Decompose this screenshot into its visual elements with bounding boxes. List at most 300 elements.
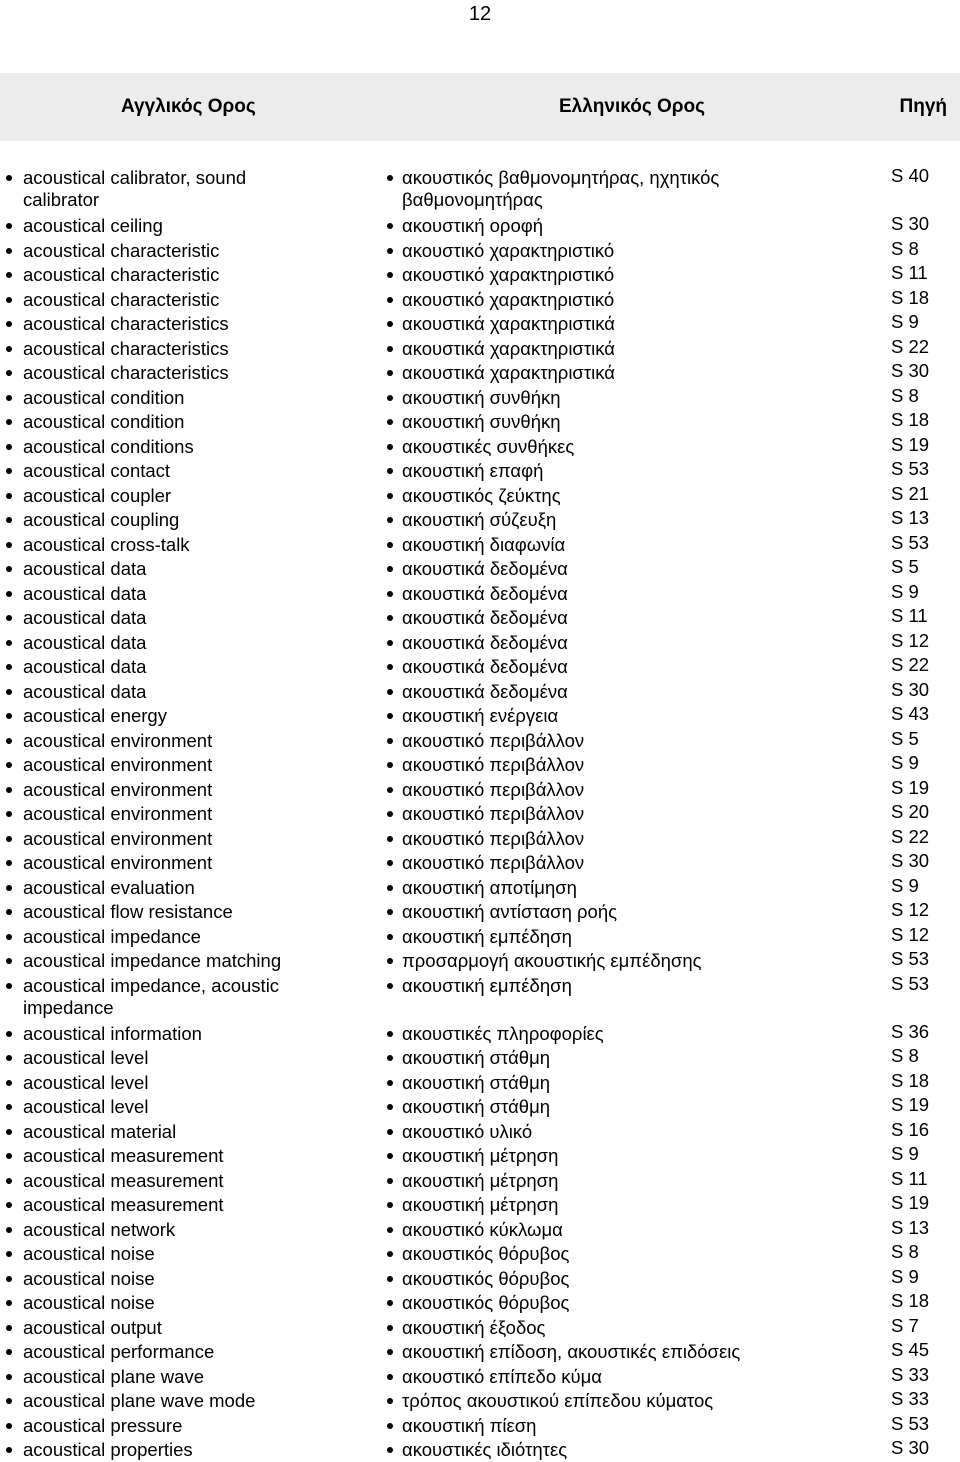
bullet-icon: [6, 468, 12, 474]
glossary-row: [0, 458, 960, 483]
bullet-icon: [387, 1276, 393, 1282]
bullet-icon: [6, 860, 12, 866]
english-term: acoustical data: [23, 607, 147, 628]
glossary-row: [0, 238, 960, 263]
source-code: S 9: [891, 874, 919, 896]
source-code: S 5: [891, 727, 919, 749]
bullet-icon: [387, 1129, 393, 1135]
bullet-icon: [387, 958, 393, 964]
glossary-row: [0, 409, 960, 434]
english-term: acoustical measurement: [23, 1194, 224, 1215]
greek-term: ακουστική στάθμη: [402, 1047, 551, 1068]
bullet-icon: [6, 958, 12, 964]
glossary-row: [0, 752, 960, 777]
english-term: acoustical environment: [23, 754, 213, 775]
bullet-icon: [387, 566, 393, 572]
source-code: S 16: [891, 1118, 930, 1140]
glossary-row: [0, 777, 960, 802]
bullet-icon: [387, 811, 393, 817]
column-header-english-term: Αγγλικός Ορος: [121, 96, 256, 117]
english-term: acoustical plane wave mode: [23, 1390, 256, 1411]
bullet-icon: [6, 689, 12, 695]
english-term: acoustical characteristics: [23, 362, 229, 383]
source-code: S 20: [891, 801, 930, 822]
english-term: acoustical pressure: [23, 1414, 183, 1436]
bullet-icon: [6, 517, 12, 523]
source-code: S 5: [891, 556, 919, 577]
bullet-icon: [6, 1153, 12, 1159]
source-code: S 22: [891, 825, 930, 847]
bullet-icon: [387, 1374, 393, 1380]
english-term: acoustical data: [23, 582, 147, 604]
bullet-icon: [387, 370, 393, 376]
bullet-icon: [387, 297, 393, 303]
bullet-icon: [6, 444, 12, 450]
english-term: acoustical conditions: [23, 435, 194, 457]
bullet-icon: [387, 517, 393, 523]
bullet-icon: [6, 1227, 12, 1233]
bullet-icon: [387, 248, 393, 254]
bullet-icon: [6, 664, 12, 670]
glossary-row: [0, 1388, 960, 1413]
glossary-row: [0, 262, 960, 287]
bullet-icon: [6, 370, 12, 376]
bullet-icon: [6, 1129, 12, 1135]
table-header: [0, 73, 960, 141]
bullet-icon: [387, 1227, 393, 1233]
bullet-icon: [387, 909, 393, 915]
bullet-icon: [387, 1031, 393, 1037]
source-code: S 8: [891, 384, 919, 406]
bullet-icon: [387, 1300, 393, 1306]
english-term: acoustical impedance, acoustic impedance: [23, 974, 280, 1018]
bullet-icon: [387, 321, 393, 327]
source-code: S 36: [891, 1020, 930, 1042]
bullet-icon: [387, 762, 393, 768]
english-term: acoustical cross-talk: [23, 533, 190, 555]
source-code: S 12: [891, 899, 930, 920]
greek-term: ακουστική ενέργεια: [402, 705, 559, 726]
bullet-icon: [387, 1398, 393, 1404]
english-term: acoustical characteristics: [23, 337, 229, 359]
source-code: S 9: [891, 1143, 919, 1164]
greek-term: ακουστικά δεδομένα: [402, 558, 568, 579]
english-term: acoustical data: [23, 631, 147, 653]
english-term: acoustical evaluation: [23, 876, 195, 898]
greek-term: ακουστικό περιβάλλον: [402, 803, 585, 824]
english-term: acoustical output: [23, 1316, 162, 1338]
source-code: S 53: [891, 948, 930, 969]
source-code: S 18: [891, 1290, 930, 1311]
bullet-icon: [6, 248, 12, 254]
source-code: S 30: [891, 678, 930, 700]
english-term: acoustical plane wave: [23, 1365, 204, 1387]
english-term: acoustical material: [23, 1120, 177, 1142]
greek-term: ακουστικό περιβάλλον: [402, 827, 585, 849]
glossary-row: [0, 311, 960, 336]
english-term: acoustical characteristics: [23, 313, 229, 334]
greek-term: ακουστικό χαρακτηριστικό: [402, 288, 615, 310]
source-code: S 13: [891, 1216, 930, 1238]
english-term: acoustical information: [23, 1022, 202, 1044]
english-term: acoustical characteristic: [23, 264, 220, 285]
bullet-icon: [6, 909, 12, 915]
bullet-icon: [387, 1325, 393, 1331]
glossary-row: [0, 1070, 960, 1095]
english-term: acoustical contact: [23, 460, 171, 481]
source-code: S 12: [891, 923, 930, 945]
bullet-icon: [6, 1178, 12, 1184]
greek-term: ακουστική στάθμη: [402, 1096, 551, 1117]
source-code: S 33: [891, 1363, 930, 1385]
english-term: acoustical calibrator, sound calibrator: [23, 167, 247, 210]
source-code: S 8: [891, 1045, 919, 1066]
source-code: S 21: [891, 482, 930, 504]
bullet-icon: [6, 836, 12, 842]
english-term: acoustical condition: [23, 386, 185, 408]
glossary-row: [0, 875, 960, 900]
bullet-icon: [387, 1423, 393, 1429]
english-term: acoustical measurement: [23, 1145, 224, 1166]
glossary-row: [0, 1192, 960, 1217]
source-code: S 8: [891, 1241, 919, 1262]
bullet-icon: [6, 542, 12, 548]
english-term: acoustical flow resistance: [23, 901, 233, 922]
glossary-row: [0, 434, 960, 459]
bullet-icon: [6, 395, 12, 401]
greek-term: ακουστική επίδοση, ακουστικές επιδόσεις: [402, 1341, 741, 1362]
source-code: S 53: [891, 972, 930, 994]
greek-term: ακουστικός ζεύκτης: [402, 484, 561, 506]
bullet-icon: [6, 615, 12, 621]
source-code: S 19: [891, 776, 930, 798]
source-code: S 40: [891, 165, 930, 186]
glossary-row: [0, 287, 960, 312]
english-term: acoustical characteristic: [23, 288, 220, 310]
bullet-icon: [6, 223, 12, 229]
greek-term: ακουστικός θόρυβος: [402, 1292, 570, 1313]
greek-term: ακουστικό επίπεδο κύμα: [402, 1365, 602, 1387]
english-term: acoustical noise: [23, 1267, 155, 1289]
bullet-icon: [6, 811, 12, 817]
english-term: acoustical noise: [23, 1292, 155, 1313]
english-term: acoustical environment: [23, 778, 213, 800]
bullet-icon: [6, 493, 12, 499]
bullet-icon: [387, 444, 393, 450]
glossary-row: [0, 483, 960, 508]
glossary-row: [0, 630, 960, 655]
bullet-icon: [387, 664, 393, 670]
source-code: S 7: [891, 1314, 919, 1336]
english-term: acoustical coupler: [23, 484, 172, 506]
greek-term: ακουστική συνθήκη: [402, 386, 561, 408]
column-header-source: Πηγή: [899, 96, 947, 117]
greek-term: ακουστικό περιβάλλον: [402, 729, 585, 751]
bullet-icon: [6, 1325, 12, 1331]
bullet-icon: [387, 1055, 393, 1061]
greek-term: ακουστικές συνθήκες: [402, 435, 575, 457]
bullet-icon: [387, 713, 393, 719]
source-code: S 8: [891, 237, 919, 259]
bullet-icon: [6, 566, 12, 572]
glossary-row: [0, 336, 960, 361]
source-code: S 19: [891, 1192, 930, 1213]
glossary-row: [0, 948, 960, 973]
glossary-row: [0, 213, 960, 238]
bullet-icon: [387, 493, 393, 499]
glossary-row: [0, 1045, 960, 1070]
bullet-icon: [387, 1178, 393, 1184]
source-code: S 9: [891, 311, 919, 332]
glossary-row: [0, 1266, 960, 1291]
greek-term: ακουστική σύζευξη: [402, 509, 557, 530]
bullet-icon: [387, 223, 393, 229]
glossary-row: [0, 899, 960, 924]
english-term: acoustical level: [23, 1047, 149, 1068]
english-term: acoustical network: [23, 1218, 176, 1240]
bullet-icon: [387, 1104, 393, 1110]
greek-term: ακουστικό χαρακτηριστικό: [402, 264, 615, 285]
bullet-icon: [387, 640, 393, 646]
glossary-row: [0, 1364, 960, 1389]
greek-term: ακουστικά δεδομένα: [402, 680, 568, 702]
glossary-list: [0, 165, 960, 1462]
glossary-row: [0, 1241, 960, 1266]
english-term: acoustical condition: [23, 411, 185, 432]
greek-term: ακουστικό περιβάλλον: [402, 778, 585, 800]
bullet-icon: [6, 738, 12, 744]
page-number: 12: [468, 3, 492, 25]
source-code: S 53: [891, 531, 930, 553]
greek-term: ακουστική συνθήκη: [402, 411, 561, 432]
english-term: acoustical impedance matching: [23, 950, 282, 971]
greek-term: ακουστικός βαθμονομητήρας, ηχητικός βαθμονομητήρας: [402, 167, 720, 210]
glossary-row: [0, 1290, 960, 1315]
glossary-row: [0, 924, 960, 949]
bullet-icon: [387, 689, 393, 695]
bullet-icon: [387, 591, 393, 597]
bullet-icon: [387, 1153, 393, 1159]
column-header-greek-term: Ελληνικός Ορος: [559, 96, 706, 117]
bullet-icon: [387, 419, 393, 425]
bullet-icon: [387, 1202, 393, 1208]
greek-term: ακουστικές ιδιότητες: [402, 1439, 568, 1460]
greek-term: ακουστικό υλικό: [402, 1120, 533, 1142]
greek-term: ακουστικά δεδομένα: [402, 631, 568, 653]
glossary-row: [0, 1094, 960, 1119]
bullet-icon: [6, 1251, 12, 1257]
bullet-icon: [6, 762, 12, 768]
english-term: acoustical environment: [23, 852, 213, 873]
bullet-icon: [387, 836, 393, 842]
bullet-icon: [387, 885, 393, 891]
greek-term: ακουστική μέτρηση: [402, 1194, 559, 1215]
bullet-icon: [387, 983, 393, 989]
english-term: acoustical environment: [23, 803, 213, 824]
greek-term: ακουστικός θόρυβος: [402, 1267, 570, 1289]
greek-term: ακουστικός θόρυβος: [402, 1243, 570, 1264]
english-term: acoustical characteristic: [23, 239, 220, 261]
glossary-row: [0, 1217, 960, 1242]
bullet-icon: [6, 1104, 12, 1110]
greek-term: ακουστικά δεδομένα: [402, 656, 568, 677]
glossary-row: [0, 850, 960, 875]
bullet-icon: [387, 175, 393, 181]
bullet-icon: [6, 1055, 12, 1061]
english-term: acoustical noise: [23, 1243, 155, 1264]
glossary-row: [0, 605, 960, 630]
greek-term: προσαρμογή ακουστικής εμπέδησης: [402, 950, 702, 971]
greek-term: ακουστικά δεδομένα: [402, 582, 568, 604]
source-code: S 11: [891, 1167, 928, 1189]
bullet-icon: [6, 640, 12, 646]
greek-term: ακουστική μέτρηση: [402, 1169, 559, 1191]
source-code: S 9: [891, 752, 919, 773]
glossary-row: [0, 826, 960, 851]
bullet-icon: [6, 1423, 12, 1429]
glossary-row: [0, 165, 960, 213]
greek-term: ακουστική εμπέδηση: [402, 974, 572, 996]
greek-term: ακουστικό χαρακτηριστικό: [402, 239, 615, 261]
english-term: acoustical environment: [23, 729, 213, 751]
glossary-row: [0, 1168, 960, 1193]
glossary-row: [0, 385, 960, 410]
bullet-icon: [6, 1398, 12, 1404]
bullet-icon: [6, 419, 12, 425]
bullet-icon: [6, 175, 12, 181]
glossary-row: [0, 728, 960, 753]
greek-term: ακουστικό περιβάλλον: [402, 852, 585, 873]
greek-term: ακουστική εμπέδηση: [402, 925, 572, 947]
greek-term: ακουστική επαφή: [402, 460, 544, 481]
glossary-row: [0, 1315, 960, 1340]
english-term: acoustical impedance: [23, 925, 201, 947]
bullet-icon: [6, 1447, 12, 1453]
glossary-row: [0, 801, 960, 826]
bullet-icon: [6, 1031, 12, 1037]
english-term: acoustical coupling: [23, 509, 180, 530]
greek-term: ακουστική αποτίμηση: [402, 876, 577, 898]
english-term: acoustical measurement: [23, 1169, 224, 1191]
bullet-icon: [6, 591, 12, 597]
glossary-row: [0, 1021, 960, 1046]
bullet-icon: [6, 321, 12, 327]
glossary-row: [0, 1437, 960, 1462]
source-code: S 9: [891, 580, 919, 602]
bullet-icon: [387, 738, 393, 744]
english-term: acoustical properties: [23, 1439, 193, 1460]
greek-term: ακουστικές πληροφορίες: [402, 1022, 604, 1044]
source-code: S 18: [891, 1069, 930, 1091]
english-term: acoustical level: [23, 1071, 149, 1093]
glossary-row: [0, 581, 960, 606]
greek-term: ακουστική έξοδος: [402, 1316, 546, 1338]
greek-term: ακουστικά χαρακτηριστικά: [402, 337, 615, 359]
source-code: S 53: [891, 1412, 930, 1434]
glossary-row: [0, 1119, 960, 1144]
bullet-icon: [387, 787, 393, 793]
greek-term: ακουστικό κύκλωμα: [402, 1218, 563, 1240]
bullet-icon: [6, 1080, 12, 1086]
source-code: S 33: [891, 1388, 930, 1409]
bullet-icon: [6, 885, 12, 891]
english-term: acoustical ceiling: [23, 215, 163, 236]
bullet-icon: [6, 1202, 12, 1208]
source-code: S 12: [891, 629, 930, 651]
glossary-row: [0, 507, 960, 532]
bullet-icon: [387, 1251, 393, 1257]
bullet-icon: [387, 272, 393, 278]
bullet-icon: [387, 860, 393, 866]
source-code: S 18: [891, 409, 930, 430]
greek-term: ακουστική διαφωνία: [402, 533, 566, 555]
bullet-icon: [6, 1349, 12, 1355]
bullet-icon: [387, 468, 393, 474]
glossary-row: [0, 679, 960, 704]
source-code: S 18: [891, 286, 930, 308]
source-code: S 9: [891, 1265, 919, 1287]
english-term: acoustical level: [23, 1096, 149, 1117]
bullet-icon: [387, 346, 393, 352]
bullet-icon: [387, 1349, 393, 1355]
source-code: S 30: [891, 360, 930, 381]
glossary-row: [0, 1339, 960, 1364]
greek-term: ακουστικά χαρακτηριστικά: [402, 362, 615, 383]
bullet-icon: [6, 346, 12, 352]
source-code: S 30: [891, 213, 930, 234]
source-code: S 53: [891, 458, 930, 479]
glossary-row: [0, 360, 960, 385]
bullet-icon: [6, 713, 12, 719]
source-code: S 30: [891, 850, 930, 871]
english-term: acoustical environment: [23, 827, 213, 849]
glossary-row: [0, 703, 960, 728]
bullet-icon: [6, 934, 12, 940]
bullet-icon: [6, 1276, 12, 1282]
bullet-icon: [6, 272, 12, 278]
glossary-row: [0, 654, 960, 679]
glossary-row: [0, 556, 960, 581]
glossary-row: [0, 973, 960, 1021]
bullet-icon: [387, 615, 393, 621]
source-code: S 11: [891, 605, 928, 626]
greek-term: ακουστικά χαρακτηριστικά: [402, 313, 615, 334]
bullet-icon: [387, 934, 393, 940]
greek-term: ακουστική οροφή: [402, 215, 544, 236]
bullet-icon: [387, 395, 393, 401]
bullet-icon: [387, 1447, 393, 1453]
source-code: S 43: [891, 703, 930, 724]
english-term: acoustical performance: [23, 1341, 215, 1362]
source-code: S 22: [891, 335, 930, 357]
bullet-icon: [6, 787, 12, 793]
source-code: S 19: [891, 1094, 930, 1115]
greek-term: ακουστική αντίσταση ροής: [402, 901, 618, 922]
greek-term: ακουστικό περιβάλλον: [402, 754, 585, 775]
source-code: S 45: [891, 1339, 930, 1360]
bullet-icon: [387, 542, 393, 548]
greek-term: τρόπος ακουστικού επίπεδου κύματος: [402, 1390, 714, 1411]
greek-term: ακουστικά δεδομένα: [402, 607, 568, 628]
source-code: S 30: [891, 1437, 930, 1458]
source-code: S 11: [891, 262, 928, 283]
bullet-icon: [387, 1080, 393, 1086]
glossary-row: [0, 1413, 960, 1438]
source-code: S 13: [891, 507, 930, 528]
english-term: acoustical data: [23, 558, 147, 579]
glossary-row: [0, 532, 960, 557]
english-term: acoustical data: [23, 656, 147, 677]
